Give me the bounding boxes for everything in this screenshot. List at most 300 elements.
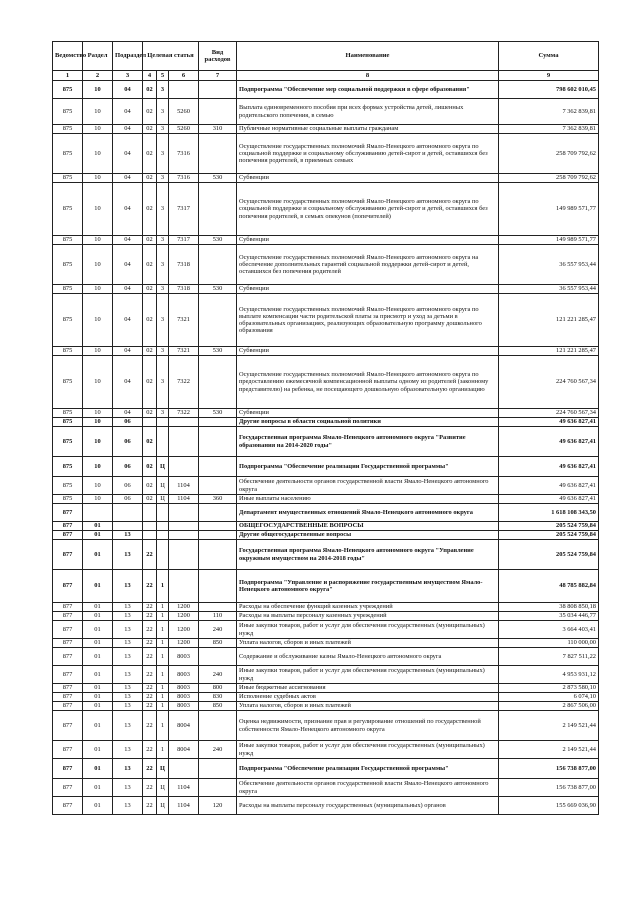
table-row <box>53 684 599 693</box>
cell-department: 875 <box>53 285 83 294</box>
table-row <box>53 125 599 134</box>
header-section: Раздел <box>83 42 113 71</box>
cell-expense-type <box>199 99 237 125</box>
table-row <box>53 99 599 125</box>
cell-subprogram-code: Ц <box>157 457 169 477</box>
cell-sum: 2 873 580,10 <box>499 684 599 693</box>
cell-subprogram-code <box>157 522 169 531</box>
cell-direction-code <box>169 522 199 531</box>
cell-program-code: 22 <box>143 693 157 702</box>
cell-program-code: 02 <box>143 457 157 477</box>
cell-expense-type <box>199 711 237 741</box>
cell-department: 875 <box>53 477 83 495</box>
table-row <box>53 409 599 418</box>
cell-section: 01 <box>83 621 113 639</box>
cell-expense-type: 240 <box>199 741 237 759</box>
cell-program-code: 02 <box>143 125 157 134</box>
cell-sum: 49 636 827,41 <box>499 477 599 495</box>
cell-direction-code: 1104 <box>169 495 199 504</box>
cell-section: 01 <box>83 666 113 684</box>
cell-subprogram-code: 3 <box>157 81 169 99</box>
cell-subsection: 13 <box>113 693 143 702</box>
table-row <box>53 540 599 570</box>
cell-section: 01 <box>83 531 113 540</box>
cell-subsection: 06 <box>113 418 143 427</box>
cell-department: 877 <box>53 797 83 815</box>
cell-subprogram-code: 3 <box>157 347 169 356</box>
cell-program-code: 22 <box>143 621 157 639</box>
cell-program-code: 02 <box>143 134 157 174</box>
cell-department: 877 <box>53 522 83 531</box>
cell-subprogram-code: 1 <box>157 612 169 621</box>
cell-expense-type: 530 <box>199 236 237 245</box>
cell-direction-code: 8003 <box>169 702 199 711</box>
cell-subsection: 04 <box>113 183 143 236</box>
cell-subprogram-code: Ц <box>157 495 169 504</box>
cell-direction-code: 7322 <box>169 409 199 418</box>
cell-subsection: 13 <box>113 779 143 797</box>
cell-expense-type <box>199 531 237 540</box>
cell-department: 875 <box>53 356 83 409</box>
cell-name: Другие общегосударственные вопросы <box>237 531 499 540</box>
cell-sum: 6 074,10 <box>499 693 599 702</box>
cell-subprogram-code: 3 <box>157 356 169 409</box>
cell-subsection: 13 <box>113 612 143 621</box>
table-row <box>53 711 599 741</box>
cell-section: 10 <box>83 477 113 495</box>
cell-program-code: 02 <box>143 495 157 504</box>
cell-subsection: 04 <box>113 125 143 134</box>
cell-name: Обеспечение деятельности органов государственной власти Ямало-Ненецкого автономного округа <box>237 779 499 797</box>
cell-name: Подпрограмма "Обеспечение мер социальной поддержки в сфере образования" <box>237 81 499 99</box>
cell-name: Департамент имущественных отношений Ямало-Ненецкого автономного округа <box>237 504 499 522</box>
cell-section: 10 <box>83 236 113 245</box>
cell-program-code: 02 <box>143 174 157 183</box>
table-row <box>53 741 599 759</box>
cell-section: 01 <box>83 648 113 666</box>
table-row <box>53 779 599 797</box>
column-number: 9 <box>499 71 599 81</box>
cell-sum: 156 738 877,00 <box>499 779 599 797</box>
cell-sum: 155 669 036,90 <box>499 797 599 815</box>
table-body <box>53 81 599 815</box>
cell-expense-type: 310 <box>199 125 237 134</box>
cell-department: 877 <box>53 540 83 570</box>
column-number: 1 <box>53 71 83 81</box>
cell-subprogram-code: 1 <box>157 639 169 648</box>
table-row <box>53 648 599 666</box>
cell-direction-code: 7316 <box>169 174 199 183</box>
cell-sum: 110 000,00 <box>499 639 599 648</box>
cell-department: 877 <box>53 639 83 648</box>
cell-expense-type <box>199 522 237 531</box>
cell-section: 01 <box>83 684 113 693</box>
cell-subsection: 04 <box>113 99 143 125</box>
cell-subprogram-code: 3 <box>157 236 169 245</box>
cell-subprogram-code: Ц <box>157 779 169 797</box>
cell-subprogram-code: 3 <box>157 294 169 347</box>
table-row <box>53 347 599 356</box>
cell-sum: 258 709 792,62 <box>499 174 599 183</box>
cell-name: Иные бюджетные ассигнования <box>237 684 499 693</box>
cell-section: 10 <box>83 134 113 174</box>
cell-section: 10 <box>83 427 113 457</box>
cell-department: 877 <box>53 621 83 639</box>
table-row <box>53 495 599 504</box>
header-sum: Сумма <box>499 42 599 71</box>
cell-subprogram-code: 3 <box>157 245 169 285</box>
cell-program-code: 02 <box>143 356 157 409</box>
cell-name: Иные закупки товаров, работ и услуг для обеспечения государственных (муниципальных) нужд <box>237 666 499 684</box>
cell-sum: 36 557 953,44 <box>499 245 599 285</box>
cell-expense-type <box>199 81 237 99</box>
cell-subprogram-code: 3 <box>157 409 169 418</box>
cell-subsection: 13 <box>113 702 143 711</box>
cell-direction-code <box>169 418 199 427</box>
cell-name: Уплата налогов, сборов и иных платежей <box>237 639 499 648</box>
cell-name: Государственная программа Ямало-Ненецкого автономного округа "Развитие образования на 2014-2020 годы" <box>237 427 499 457</box>
cell-program-code: 02 <box>143 477 157 495</box>
cell-name: Осуществление государственных полномочий Ямало-Ненецкого автономного округа по предоставлению ежемесячной компенсационной выплаты одному из родителей (законному представителю) на ребенка, не посещающего дошкольную образовательную организацию <box>237 356 499 409</box>
cell-name: Оценка недвижимости, признание прав и регулирование отношений по государственной собственности Ямало-Ненецкого автономного округа <box>237 711 499 741</box>
cell-subprogram-code: 3 <box>157 183 169 236</box>
cell-sum: 149 989 571,77 <box>499 183 599 236</box>
cell-sum: 149 989 571,77 <box>499 236 599 245</box>
cell-expense-type <box>199 540 237 570</box>
cell-subprogram-code: 1 <box>157 684 169 693</box>
cell-program-code: 22 <box>143 540 157 570</box>
cell-department: 875 <box>53 245 83 285</box>
cell-section: 10 <box>83 294 113 347</box>
cell-sum: 7 362 839,81 <box>499 125 599 134</box>
cell-direction-code: 8003 <box>169 666 199 684</box>
cell-department: 875 <box>53 236 83 245</box>
cell-program-code: 02 <box>143 285 157 294</box>
cell-department: 877 <box>53 702 83 711</box>
column-number: 6 <box>169 71 199 81</box>
cell-program-code: 22 <box>143 797 157 815</box>
cell-subsection: 13 <box>113 603 143 612</box>
cell-subprogram-code: 3 <box>157 285 169 294</box>
cell-subsection: 04 <box>113 356 143 409</box>
cell-subsection: 06 <box>113 477 143 495</box>
cell-name: Подпрограмма "Управление и распоряжение государственным имуществом Ямало-Ненецкого автономного округа" <box>237 570 499 603</box>
cell-name: Исполнение судебных актов <box>237 693 499 702</box>
cell-section: 10 <box>83 99 113 125</box>
cell-expense-type <box>199 294 237 347</box>
cell-subprogram-code: 1 <box>157 648 169 666</box>
cell-subsection: 04 <box>113 174 143 183</box>
cell-name: Субвенции <box>237 409 499 418</box>
cell-program-code: 22 <box>143 741 157 759</box>
cell-expense-type <box>199 427 237 457</box>
cell-name: Подпрограмма "Обеспечение реализации Государственной программы" <box>237 759 499 779</box>
cell-sum: 49 636 827,41 <box>499 457 599 477</box>
cell-department: 877 <box>53 531 83 540</box>
cell-expense-type <box>199 477 237 495</box>
cell-sum: 3 664 403,41 <box>499 621 599 639</box>
cell-expense-type: 830 <box>199 693 237 702</box>
table-row <box>53 457 599 477</box>
cell-department: 875 <box>53 409 83 418</box>
cell-expense-type: 120 <box>199 797 237 815</box>
column-number: 8 <box>237 71 499 81</box>
cell-subsection: 04 <box>113 81 143 99</box>
cell-name: Осуществление государственных полномочий Ямало-Ненецкого автономного округа на обеспечение дополнительных гарантий социальной поддержки детей-сирот и детей, оставшихся без попечения родителей <box>237 245 499 285</box>
cell-subsection: 06 <box>113 427 143 457</box>
cell-subsection: 04 <box>113 134 143 174</box>
cell-section: 01 <box>83 540 113 570</box>
cell-name: Субвенции <box>237 347 499 356</box>
cell-subprogram-code <box>157 531 169 540</box>
cell-direction-code: 7318 <box>169 285 199 294</box>
cell-subsection: 13 <box>113 540 143 570</box>
table-row <box>53 134 599 174</box>
cell-department: 875 <box>53 81 83 99</box>
cell-program-code: 02 <box>143 236 157 245</box>
cell-section: 01 <box>83 702 113 711</box>
cell-section: 10 <box>83 347 113 356</box>
cell-sum: 205 524 759,84 <box>499 531 599 540</box>
cell-department: 875 <box>53 99 83 125</box>
cell-subprogram-code: 1 <box>157 621 169 639</box>
cell-direction-code: 8003 <box>169 693 199 702</box>
cell-sum: 38 808 850,18 <box>499 603 599 612</box>
table-row <box>53 603 599 612</box>
cell-expense-type <box>199 603 237 612</box>
table-row <box>53 693 599 702</box>
cell-expense-type: 530 <box>199 409 237 418</box>
cell-section: 01 <box>83 639 113 648</box>
cell-subsection: 13 <box>113 570 143 603</box>
cell-sum: 224 760 567,34 <box>499 409 599 418</box>
cell-direction-code <box>169 81 199 99</box>
table-row <box>53 522 599 531</box>
cell-expense-type: 360 <box>199 495 237 504</box>
cell-subprogram-code: 3 <box>157 174 169 183</box>
cell-expense-type <box>199 134 237 174</box>
cell-subsection: 04 <box>113 294 143 347</box>
cell-direction-code: 7318 <box>169 245 199 285</box>
cell-sum: 205 524 759,84 <box>499 540 599 570</box>
cell-name: Осуществление государственных полномочий Ямало-Ненецкого автономного округа по социальной поддержке и социальному обслуживанию детей-сирот и детей, оставшихся без попечения родителей, в приемных семьях <box>237 134 499 174</box>
cell-subprogram-code: Ц <box>157 797 169 815</box>
cell-program-code <box>143 522 157 531</box>
cell-name: Публичные нормативные социальные выплаты гражданам <box>237 125 499 134</box>
cell-expense-type: 530 <box>199 347 237 356</box>
cell-section: 10 <box>83 81 113 99</box>
cell-name: Осуществление государственных полномочий Ямало-Ненецкого автономного округа по выплате компенсации части родительской платы за присмотр и уход за детьми в образовательных организациях, реализующих образовательную программу дошкольного образования <box>237 294 499 347</box>
cell-expense-type <box>199 457 237 477</box>
table-row <box>53 666 599 684</box>
cell-direction-code: 1200 <box>169 639 199 648</box>
cell-name: Иные закупки товаров, работ и услуг для обеспечения государственных (муниципальных) нужд <box>237 621 499 639</box>
cell-program-code: 02 <box>143 81 157 99</box>
cell-name: Уплата налогов, сборов и иных платежей <box>237 702 499 711</box>
cell-subsection: 13 <box>113 666 143 684</box>
cell-department: 877 <box>53 648 83 666</box>
table-row <box>53 285 599 294</box>
cell-name: Выплата единовременного пособия при всех формах устройства детей, лишенных родительского попечения, в семью <box>237 99 499 125</box>
cell-expense-type: 530 <box>199 285 237 294</box>
cell-direction-code <box>169 531 199 540</box>
cell-subsection: 13 <box>113 759 143 779</box>
column-number: 2 <box>83 71 113 81</box>
cell-name: Осуществление государственных полномочий Ямало-Ненецкого автономного округа по социальной поддержке и социальному обслуживанию детей-сирот и детей, оставшихся без попечения родителей, в семьях опекунов (попечителей) <box>237 183 499 236</box>
cell-expense-type: 240 <box>199 621 237 639</box>
cell-program-code: 22 <box>143 612 157 621</box>
cell-name: Государственная программа Ямало-Ненецкого автономного округа "Управление окружным имуществом на 2014-2018 годы" <box>237 540 499 570</box>
cell-program-code: 22 <box>143 684 157 693</box>
column-number: 3 <box>113 71 143 81</box>
cell-section: 01 <box>83 522 113 531</box>
cell-department: 875 <box>53 495 83 504</box>
cell-direction-code: 1104 <box>169 477 199 495</box>
cell-section: 10 <box>83 245 113 285</box>
cell-program-code: 22 <box>143 570 157 603</box>
cell-section: 01 <box>83 693 113 702</box>
column-number: 4 <box>143 71 157 81</box>
cell-subprogram-code: 3 <box>157 99 169 125</box>
cell-program-code: 02 <box>143 347 157 356</box>
cell-section: 10 <box>83 125 113 134</box>
cell-name: ОБЩЕГОСУДАРСТВЕННЫЕ ВОПРОСЫ <box>237 522 499 531</box>
cell-sum: 156 738 877,00 <box>499 759 599 779</box>
cell-program-code <box>143 531 157 540</box>
cell-name: Иные выплаты населению <box>237 495 499 504</box>
cell-section: 10 <box>83 457 113 477</box>
cell-subsection: 13 <box>113 621 143 639</box>
cell-expense-type <box>199 418 237 427</box>
cell-name: Обеспечение деятельности органов государственной власти Ямало-Ненецкого автономного округа <box>237 477 499 495</box>
cell-expense-type: 110 <box>199 612 237 621</box>
cell-direction-code: 1200 <box>169 603 199 612</box>
cell-expense-type <box>199 759 237 779</box>
cell-department: 875 <box>53 134 83 174</box>
cell-department: 875 <box>53 347 83 356</box>
cell-sum: 7 827 511,22 <box>499 648 599 666</box>
cell-expense-type: 850 <box>199 639 237 648</box>
cell-section: 10 <box>83 285 113 294</box>
table-row <box>53 570 599 603</box>
table-column-number-row <box>53 71 599 81</box>
cell-subsection: 13 <box>113 741 143 759</box>
cell-direction-code: 1200 <box>169 621 199 639</box>
cell-direction-code: 7321 <box>169 294 199 347</box>
cell-sum: 49 636 827,41 <box>499 427 599 457</box>
cell-section: 10 <box>83 409 113 418</box>
cell-expense-type <box>199 183 237 236</box>
cell-subprogram-code <box>157 427 169 457</box>
table-row <box>53 621 599 639</box>
table-row <box>53 531 599 540</box>
table-header-row <box>53 42 599 71</box>
cell-program-code: 02 <box>143 409 157 418</box>
cell-expense-type: 800 <box>199 684 237 693</box>
cell-section: 10 <box>83 418 113 427</box>
cell-department: 877 <box>53 759 83 779</box>
cell-subsection: 06 <box>113 495 143 504</box>
cell-direction-code <box>169 570 199 603</box>
table-row <box>53 245 599 285</box>
cell-subprogram-code: 1 <box>157 603 169 612</box>
cell-sum: 121 221 285,47 <box>499 347 599 356</box>
cell-program-code: 02 <box>143 183 157 236</box>
cell-subprogram-code <box>157 504 169 522</box>
cell-sum: 35 034 446,77 <box>499 612 599 621</box>
cell-section: 10 <box>83 356 113 409</box>
cell-direction-code <box>169 427 199 457</box>
cell-subsection: 13 <box>113 648 143 666</box>
cell-sum: 2 867 506,00 <box>499 702 599 711</box>
cell-direction-code: 5260 <box>169 125 199 134</box>
cell-sum: 48 785 882,84 <box>499 570 599 603</box>
cell-subsection: 13 <box>113 711 143 741</box>
cell-department: 877 <box>53 711 83 741</box>
cell-name: Субвенции <box>237 285 499 294</box>
cell-direction-code <box>169 504 199 522</box>
cell-section: 01 <box>83 612 113 621</box>
cell-department: 877 <box>53 570 83 603</box>
table-row <box>53 294 599 347</box>
cell-program-code: 02 <box>143 294 157 347</box>
cell-section: 10 <box>83 174 113 183</box>
table-row <box>53 236 599 245</box>
cell-expense-type: 240 <box>199 666 237 684</box>
cell-department: 877 <box>53 504 83 522</box>
cell-name: Содержание и обслуживание казны Ямало-Ненецкого автономного округа <box>237 648 499 666</box>
cell-sum: 36 557 953,44 <box>499 285 599 294</box>
cell-subsection: 04 <box>113 245 143 285</box>
cell-name: Иные закупки товаров, работ и услуг для обеспечения государственных (муниципальных) нужд <box>237 741 499 759</box>
cell-name: Расходы на выплаты персоналу казенных учреждений <box>237 612 499 621</box>
cell-sum: 7 362 839,81 <box>499 99 599 125</box>
cell-subsection: 06 <box>113 457 143 477</box>
cell-section: 01 <box>83 779 113 797</box>
cell-department: 877 <box>53 693 83 702</box>
cell-sum: 1 618 108 343,50 <box>499 504 599 522</box>
cell-program-code: 22 <box>143 648 157 666</box>
cell-department: 875 <box>53 457 83 477</box>
cell-subprogram-code: 3 <box>157 125 169 134</box>
cell-expense-type: 850 <box>199 702 237 711</box>
cell-sum: 49 636 827,41 <box>499 418 599 427</box>
cell-subsection: 13 <box>113 684 143 693</box>
cell-name: Субвенции <box>237 236 499 245</box>
cell-name: Субвенции <box>237 174 499 183</box>
cell-name: Расходы на обеспечение функций казенных учреждений <box>237 603 499 612</box>
cell-subprogram-code <box>157 540 169 570</box>
table-row <box>53 174 599 183</box>
header-department: Ведомство <box>53 42 83 71</box>
table-row <box>53 639 599 648</box>
cell-direction-code <box>169 457 199 477</box>
cell-subsection: 04 <box>113 236 143 245</box>
cell-program-code: 22 <box>143 639 157 648</box>
cell-section: 01 <box>83 759 113 779</box>
cell-expense-type <box>199 504 237 522</box>
cell-section: 10 <box>83 495 113 504</box>
cell-section: 10 <box>83 183 113 236</box>
cell-direction-code: 1200 <box>169 612 199 621</box>
cell-department: 875 <box>53 418 83 427</box>
cell-expense-type <box>199 245 237 285</box>
cell-department: 875 <box>53 125 83 134</box>
cell-program-code: 22 <box>143 603 157 612</box>
cell-department: 877 <box>53 612 83 621</box>
header-name: Наименование <box>237 42 499 71</box>
cell-department: 877 <box>53 684 83 693</box>
